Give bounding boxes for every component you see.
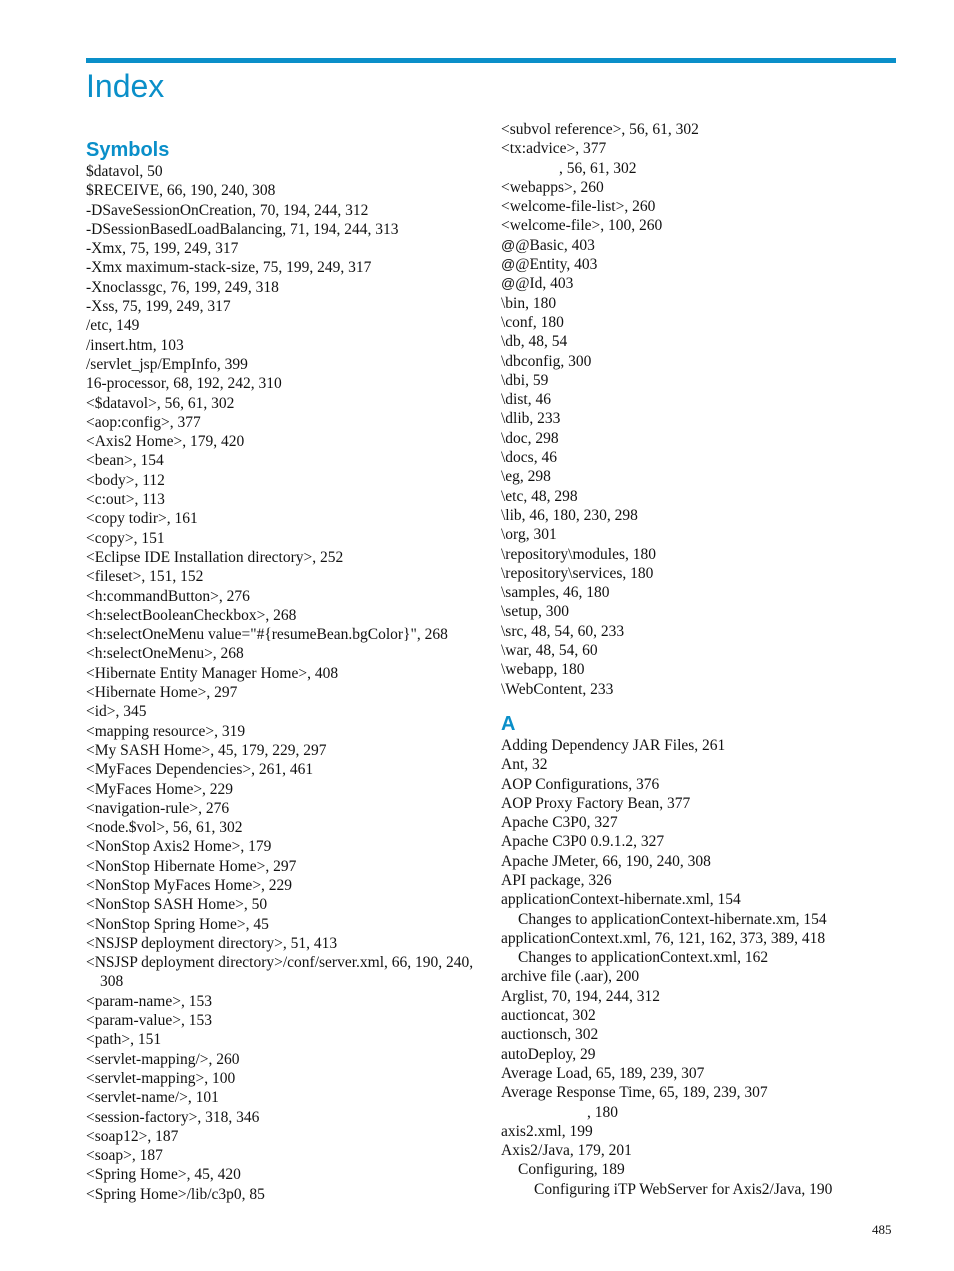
index-entry: <soap>, 187 [86,1147,163,1165]
index-entry: <Hibernate Home>, 297 [86,684,238,702]
index-entry: -Xmx maximum-stack-size, 75, 199, 249, 317 [86,259,372,277]
index-entry: <Hibernate Entity Manager Home>, 408 [86,664,339,682]
page-number: 485 [872,1222,892,1237]
index-entry: axis2.xml, 199 [501,1122,593,1140]
index-entry: Apache C3P0 0.9.1.2, 327 [501,833,665,851]
index-entry: <c:out>, 113 [86,491,165,509]
index-entry: <subvol reference>, 56, 61, 302 [501,121,699,138]
index-entry: <NonStop MyFaces Home>, 229 [86,876,293,894]
index-entry: <h:commandButton>, 276 [86,587,250,605]
index-entry: <Spring Home>, 45, 420 [86,1166,241,1184]
index-entry: \doc, 298 [501,429,559,447]
index-entry: -Xss, 75, 199, 249, 317 [86,298,231,316]
index-entry: <copy>, 151 [86,529,165,547]
entry-text: @Id, 403 [515,275,574,293]
index-entry: \dbi, 59 [501,371,549,389]
index-entry: /etc, 149 [86,317,140,335]
index-entry: Axis2/Java, 179, 201 [501,1142,632,1160]
index-entry: 16-processor, 68, 192, 242, 310 [86,375,282,393]
index-entry: \repository\modules, 180 [501,545,656,563]
index-entry: <MyFaces Dependencies>, 261, 461 [86,761,314,779]
index-entry: <h:selectOneMenu>, 268 [86,645,244,663]
index-subentry: Configuring, 189 [518,1161,625,1179]
index-entry: $datavol, 50 [86,163,163,180]
index-entry: <NSJSP deployment directory>/conf/server.xml, 66, 190, 240, 308 [86,954,474,991]
index-entry: Average Response Time, 65, 189, 239, 307 [501,1084,768,1102]
index-entry: \WebContent, 233 [501,680,614,698]
index-entry: <Axis2 Home>, 179, 420 [86,433,245,451]
index-entry: applicationContext-hibernate.xml, 154 [501,891,741,909]
index-entry: <Eclipse IDE Installation directory>, 252 [86,548,344,566]
index-entry: auctionsch, 302 [501,1026,599,1044]
index-entry: Adding Dependency JAR Files, 261 [501,736,726,754]
index-entry: <welcome-file-list>, 260 [501,198,656,216]
index-entry: \repository\services, 180 [501,564,654,582]
at-sign: @ [501,275,516,292]
index-entry: AOP Proxy Factory Bean, 377 [501,794,691,812]
index-entry: \samples, 46, 180 [501,584,610,602]
index-entry: \dbconfig, 300 [501,352,592,370]
index-entry: -Xmx, 75, 199, 249, 317 [86,240,239,258]
symbols-list-right [501,120,901,699]
index-entry: <NonStop Spring Home>, 45 [86,915,269,933]
index-entry: \lib, 46, 180, 230, 298 [501,506,638,524]
index-entry: \war, 48, 54, 60 [501,642,598,660]
index-column-left [86,120,486,1204]
index-entry: -Xnoclassgc, 76, 199, 249, 318 [86,278,279,296]
section-heading-symbols: Symbols [86,139,170,161]
index-entry: /insert.htm, 103 [86,336,184,354]
index-entry: , 56, 61, 302 [559,159,637,177]
index-entry: \bin, 180 [501,294,557,312]
index-entry: Apache JMeter, 66, 190, 240, 308 [501,852,711,870]
index-entry: <soap12>, 187 [86,1127,179,1145]
index-entry [501,236,901,255]
entry-text: @Entity, 403 [515,256,598,274]
index-entry: <servlet-mapping/>, 260 [86,1050,240,1068]
index-entry: <welcome-file>, 100, 260 [501,217,663,235]
index-entry: <MyFaces Home>, 229 [86,780,234,798]
index-entry: <NSJSP deployment directory>, 51, 413 [86,934,338,952]
index-entry: AOP Configurations, 376 [501,775,660,793]
index-entry: Arglist, 70, 194, 244, 312 [501,987,661,1005]
index-entry: <bean>, 154 [86,452,164,470]
index-entry: \org, 301 [501,526,557,544]
index-entry [501,255,901,274]
index-entry: <My SASH Home>, 45, 179, 229, 297 [86,741,327,759]
index-entry: \docs, 46 [501,449,557,467]
index-entry: Apache C3P0, 327 [501,814,618,832]
index-entry: <path>, 151 [86,1031,162,1049]
index-entry: <session-factory>, 318, 346 [86,1108,260,1126]
index-entry: \dlib, 233 [501,410,561,428]
index-entry: <servlet-mapping>, 100 [86,1069,236,1087]
index-entry: <fileset>, 151, 152 [86,568,204,586]
index-entry: -DSaveSessionOnCreation, 70, 194, 244, 312 [86,201,369,219]
index-entry: \setup, 300 [501,603,570,621]
index-entry: <Spring Home>/lib/c3p0, 85 [86,1185,265,1203]
index-entry: <tx:advice>, 377 [501,140,607,158]
symbols-list-left [86,162,486,1204]
index-entry: \db, 48, 54 [501,333,568,351]
at-sign: @ [501,256,516,273]
index-entry: archive file (.aar), 200 [501,968,640,986]
index-entry: <NonStop SASH Home>, 50 [86,896,268,914]
index-subentry: Configuring iTP WebServer for Axis2/Java, 190 [534,1180,833,1198]
section-heading-a: A [501,712,516,735]
a-list [501,736,901,1199]
index-entry: <id>, 345 [86,703,147,721]
index-subentry: Changes to applicationContext.xml, 162 [518,949,769,967]
entry-text: @Basic, 403 [515,236,595,254]
top-rule [86,58,896,63]
index-entry: \src, 48, 54, 60, 233 [501,622,625,640]
index-entry: <node.$vol>, 56, 61, 302 [86,819,243,837]
index-entry: \eg, 298 [501,468,551,486]
index-entry: <navigation-rule>, 276 [86,799,230,817]
index-entry: <webapps>, 260 [501,178,604,196]
index-entry: \dist, 46 [501,391,551,409]
index-entry: <param-value>, 153 [86,1012,212,1030]
index-entry: autoDeploy, 29 [501,1045,596,1063]
index-entry: <param-name>, 153 [86,992,212,1010]
index-entry: <h:selectBooleanCheckbox>, 268 [86,606,297,624]
at-sign: @ [501,236,516,253]
index-entry: <body>, 112 [86,471,165,489]
index-entry: -DSessionBasedLoadBalancing, 71, 194, 244, 313 [86,220,399,238]
index-entry: <mapping resource>, 319 [86,722,246,740]
index-entry: applicationContext.xml, 76, 121, 162, 373, 389, 418 [501,929,826,947]
index-entry: auctioncat, 302 [501,1007,596,1025]
index-entry: \etc, 48, 298 [501,487,578,505]
index-entry: API package, 326 [501,871,612,889]
index-entry [501,274,901,293]
index-entry: <servlet-name/>, 101 [86,1089,219,1107]
index-entry: <copy todir>, 161 [86,510,198,528]
index-entry: Average Load, 65, 189, 239, 307 [501,1064,705,1082]
index-entry: <$datavol>, 56, 61, 302 [86,394,235,412]
index-subentry: Changes to applicationContext-hibernate.xm, 154 [518,910,827,928]
index-entry: , 180 [587,1103,618,1121]
page-title: Index [86,68,165,104]
index-entry: /servlet_jsp/EmpInfo, 399 [86,355,248,373]
index-column-right [501,120,901,1199]
index-entry: Ant, 32 [501,756,548,774]
index-entry: <aop:config>, 377 [86,413,201,431]
index-entry: \conf, 180 [501,313,564,331]
index-entry: <NonStop Hibernate Home>, 297 [86,857,297,875]
index-entry: $RECEIVE, 66, 190, 240, 308 [86,182,276,200]
index-entry: \webapp, 180 [501,661,585,679]
index-entry: <h:selectOneMenu value="#{resumeBean.bgColor}", 268 [86,626,448,644]
index-entry: <NonStop Axis2 Home>, 179 [86,838,272,856]
